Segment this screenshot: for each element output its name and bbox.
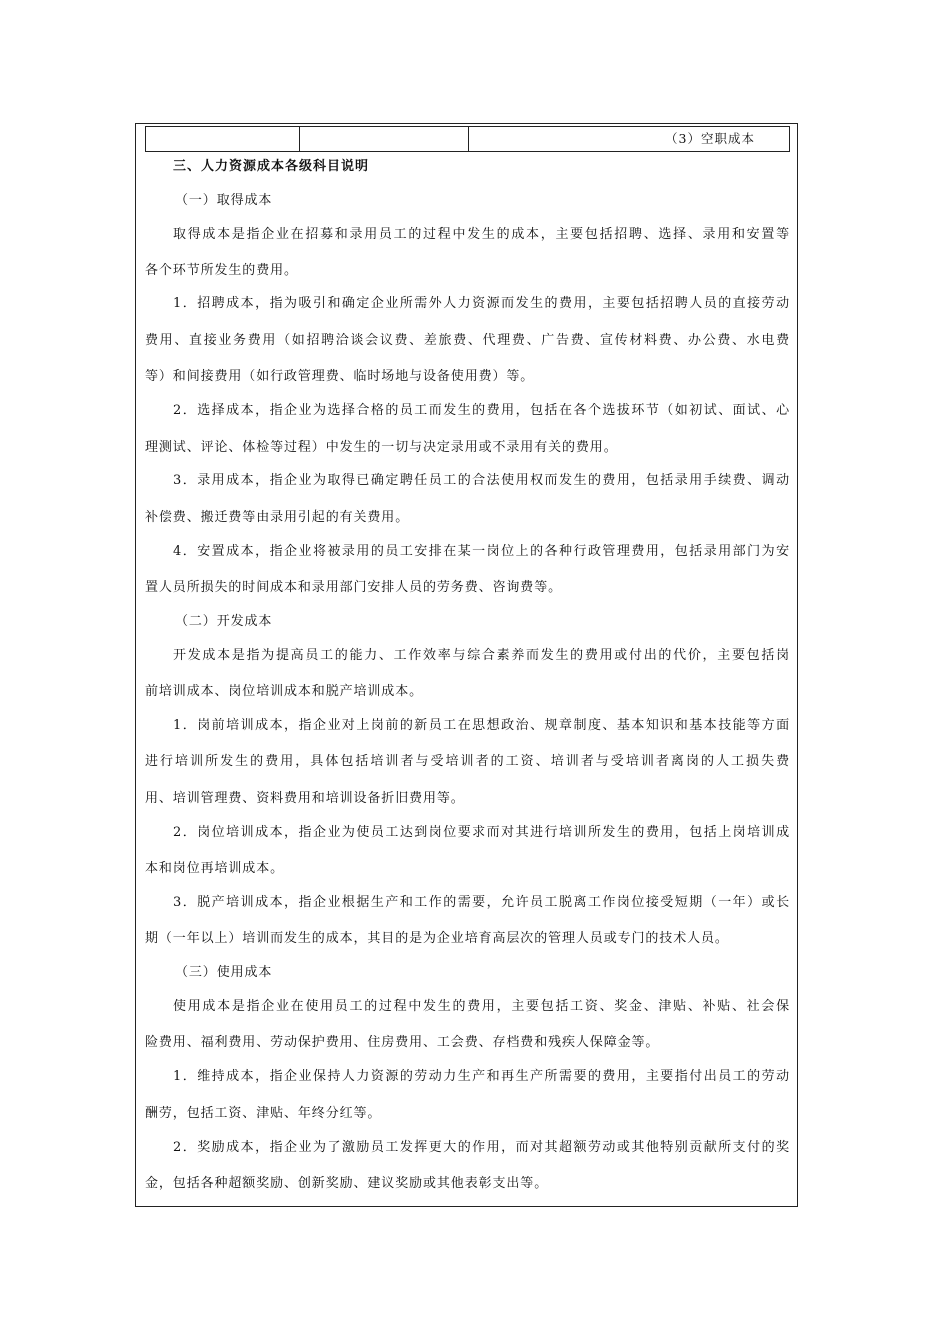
paragraph-line: 费用、直接业务费用（如招聘洽谈会议费、差旅费、代理费、广告费、宣传材料费、办公费、水电费 xyxy=(145,333,790,348)
paragraph-line: 4．安置成本，指企业将被录用的员工安排在某一岗位上的各种行政管理费用，包括录用部门为安 xyxy=(173,544,790,559)
paragraph-line: 3．脱产培训成本，指企业根据生产和工作的需要，允许员工脱离工作岗位接受短期（一年）或长 xyxy=(173,895,790,910)
paragraph-line: 补偿费、搬迁费等由录用引起的有关费用。 xyxy=(145,510,410,525)
table-cell xyxy=(146,127,300,151)
paragraph-line: 等）和间接费用（如行政管理费、临时场地与设备使用费）等。 xyxy=(145,369,535,384)
paragraph-line: 1．维持成本，指企业保持人力资源的劳动力生产和再生产所需要的费用，主要指付出员工的劳动 xyxy=(173,1069,790,1084)
paragraph-line: 期（一年以上）培训而发生的成本，其目的是为企业培育高层次的管理人员或专门的技术人员。 xyxy=(145,931,729,946)
paragraph-line: 置人员所损失的时间成本和录用部门安排人员的劳务费、咨询费等。 xyxy=(145,580,563,595)
paragraph-line: 开发成本是指为提高员工的能力、工作效率与综合素养而发生的费用或付出的代价，主要包括岗 xyxy=(173,648,790,663)
table-row xyxy=(145,126,790,152)
paragraph-line: 理测试、评论、体检等过程）中发生的一切与决定录用或不录用有关的费用。 xyxy=(145,440,618,455)
paragraph-line: 使用成本是指企业在使用员工的过程中发生的费用，主要包括工资、奖金、津贴、补贴、社会保 xyxy=(173,999,790,1014)
paragraph-line: 前培训成本、岗位培训成本和脱产培训成本。 xyxy=(145,684,424,699)
paragraph-line: 金，包括各种超额奖励、创新奖励、建议奖励或其他表彰支出等。 xyxy=(145,1176,549,1191)
paragraph-line: 本和岗位再培训成本。 xyxy=(145,861,285,876)
subsection-heading: （二）开发成本 xyxy=(175,614,273,629)
table-cell xyxy=(300,127,469,151)
paragraph-line: 各个环节所发生的费用。 xyxy=(145,263,298,278)
section-heading: 三、人力资源成本各级科目说明 xyxy=(173,159,370,174)
subsection-heading: （一）取得成本 xyxy=(175,193,273,208)
paragraph-line: 1．岗前培训成本，指企业对上岗前的新员工在思想政治、规章制度、基本知识和基本技能等方面 xyxy=(173,718,790,733)
paragraph-line: 用、培训管理费、资料费用和培训设备折旧费用等。 xyxy=(145,791,465,806)
subsection-heading: （三）使用成本 xyxy=(175,965,273,980)
paragraph-line: 2．选择成本，指企业为选择合格的员工而发生的费用，包括在各个选拔环节（如初试、面试、心 xyxy=(173,403,790,418)
table-cell-vacancy-cost: （3）空职成本 xyxy=(665,131,755,146)
paragraph-line: 取得成本是指企业在招募和录用员工的过程中发生的成本，主要包括招聘、选择、录用和安置等 xyxy=(173,227,790,242)
paragraph-line: 2．岗位培训成本，指企业为使员工达到岗位要求而对其进行培训所发生的费用，包括上岗培训成 xyxy=(173,825,790,840)
paragraph-line: 3．录用成本，指企业为取得已确定聘任员工的合法使用权而发生的费用，包括录用手续费、调动 xyxy=(173,473,790,488)
paragraph-line: 酬劳，包括工资、津贴、年终分红等。 xyxy=(145,1106,382,1121)
paragraph-line: 1．招聘成本，指为吸引和确定企业所需外人力资源而发生的费用，主要包括招聘人员的直接劳动 xyxy=(173,296,790,311)
paragraph-line: 2．奖励成本，指企业为了激励员工发挥更大的作用，而对其超额劳动或其他特别贡献所支付的奖 xyxy=(173,1140,790,1155)
paragraph-line: 险费用、福利费用、劳动保护费用、住房费用、工会费、存档费和残疾人保障金等。 xyxy=(145,1035,660,1050)
paragraph-line: 进行培训所发生的费用，具体包括培训者与受培训者的工资、培训者与受培训者离岗的人工损失费 xyxy=(145,754,790,769)
